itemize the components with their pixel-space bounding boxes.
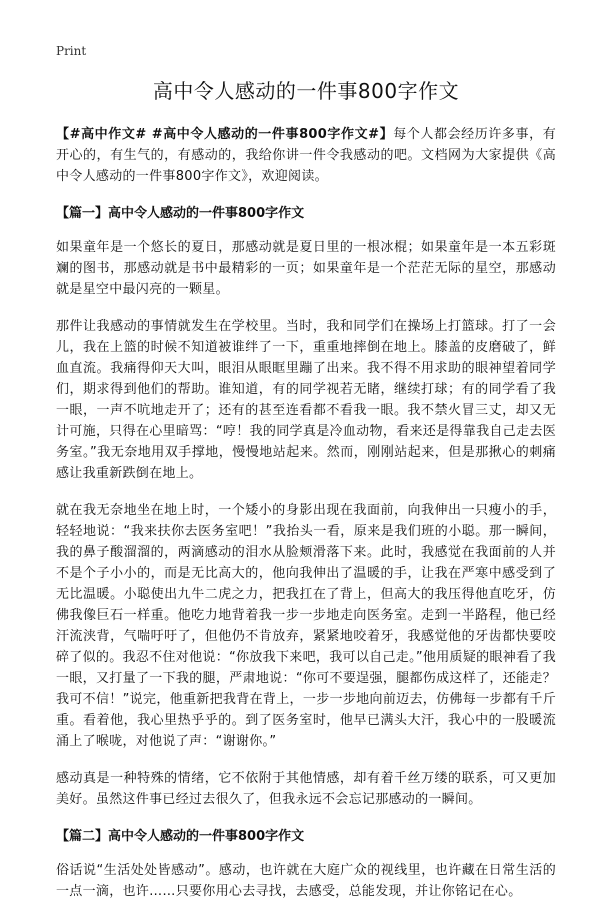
section1-paragraph-1: 如果童年是一个悠长的夏日，那感动就是夏日里的一根冰棍；如果童年是一本五彩斑斓的图书，那感动就是书中最精彩的一页；如果童年是一个茫茫无际的星空，那感动就是星空中最闪亮的一颗星。 (56, 240, 556, 297)
intro-tags: 【#高中作文# #高中令人感动的一件事800字作文#】 (56, 127, 394, 142)
section1-paragraph-3: 就在我无奈地坐在地上时，一个矮小的身影出现在我面前，向我伸出一只瘦小的手，轻轻地说：“我来扶你去医务室吧！”我抬头一看，原来是我们班的小聪。那一瞬间，我的鼻子酸溜溜的，两滴感动的泪水从脸颊滑落下来。此时，我感觉在我面前的人并不是个子小小的，而是无比高大的，他向我伸出了温暖的手，让我在严寒中感受到了无比温暖。小聪使出九牛二虎之力，把我扛在了背上，但高大的我压得他直吃牙，仿佛我像巨石一样重。他吃力地背着我一步一步地走向医务室。走到一半路程，他已经汗流浃背，气喘吁吁了，但他仍不肯放弃，紧紧地咬着牙，我感觉他的牙齿都快要咬碎了似的。我忍不住对他说：“你放我下来吧，我可以自己走。”他用质疑的眼神看了我一眼，又打量了一下我的腿，严肃地说：“你可不要逞强，腿都伤成这样了，还能走？我可不信！”说完，他重新把我背在背上，一步一步地向前迈去，仿佛每一步都有千斤重。看着他，我心里热乎乎的。到了医务室时，他早已满头大汗，我心中的一股暖流涌上了喉咙，对他说了声：“谢谢你。” (56, 503, 556, 749)
section-heading-2: 【篇二】高中令人感动的一件事800字作文 (56, 829, 305, 844)
page-title: 高中令人感动的一件事800字作文 (152, 79, 460, 103)
print-label[interactable]: Print (56, 44, 87, 58)
intro-paragraph (56, 124, 556, 187)
section2-paragraph-1: 俗话说“生活处处皆感动”。感动，也许就在大庭广众的视线里，也许藏在日常生活的一点一滴，也许……只要你用心去寻找，去感受，总能发现，并让你铭记在心。 (56, 863, 556, 899)
intro-text: 每个人都会经历许多事，有开心的，有生气的，有感动的，我给你讲一件令我感动的吧。文档网为大家提供《高中令人感动的一件事800字作文》，欢迎阅读。 (56, 127, 556, 184)
section1-paragraph-2: 那件让我感动的事情就发生在学校里。当时，我和同学们在操场上打篮球。打了一会儿，我在上篮的时候不知道被谁绊了一下，重重地摔倒在地上。膝盖的皮磨破了，鲜血直流。我痛得仰天大叫，眼泪从眼眶里蹦了出来。我不得不用求助的眼神望着同学们，期求得到他们的帮助。谁知道，有的同学视若无睹，继续打球；有的同学看了我一眼，一声不吭地走开了；还有的甚至连看都不看我一眼。我不禁火冒三丈，却又无计可施，只得在心里暗骂：“哼！我的同学真是冷血动物，看来还是得靠我自己走去医务室。”我无奈地用双手撑地，慢慢地站起来。然而，刚刚站起来，但是那揪心的刺痛感让我重新跌倒在地上。 (56, 319, 556, 481)
section1-paragraph-4: 感动真是一种特殊的情绪，它不依附于其他情感，却有着千丝万缕的联系，可又更加美好。虽然这件事已经过去很久了，但我永远不会忘记那感动的一瞬间。 (56, 771, 556, 807)
section-heading-1: 【篇一】高中令人感动的一件事800字作文 (56, 206, 305, 221)
